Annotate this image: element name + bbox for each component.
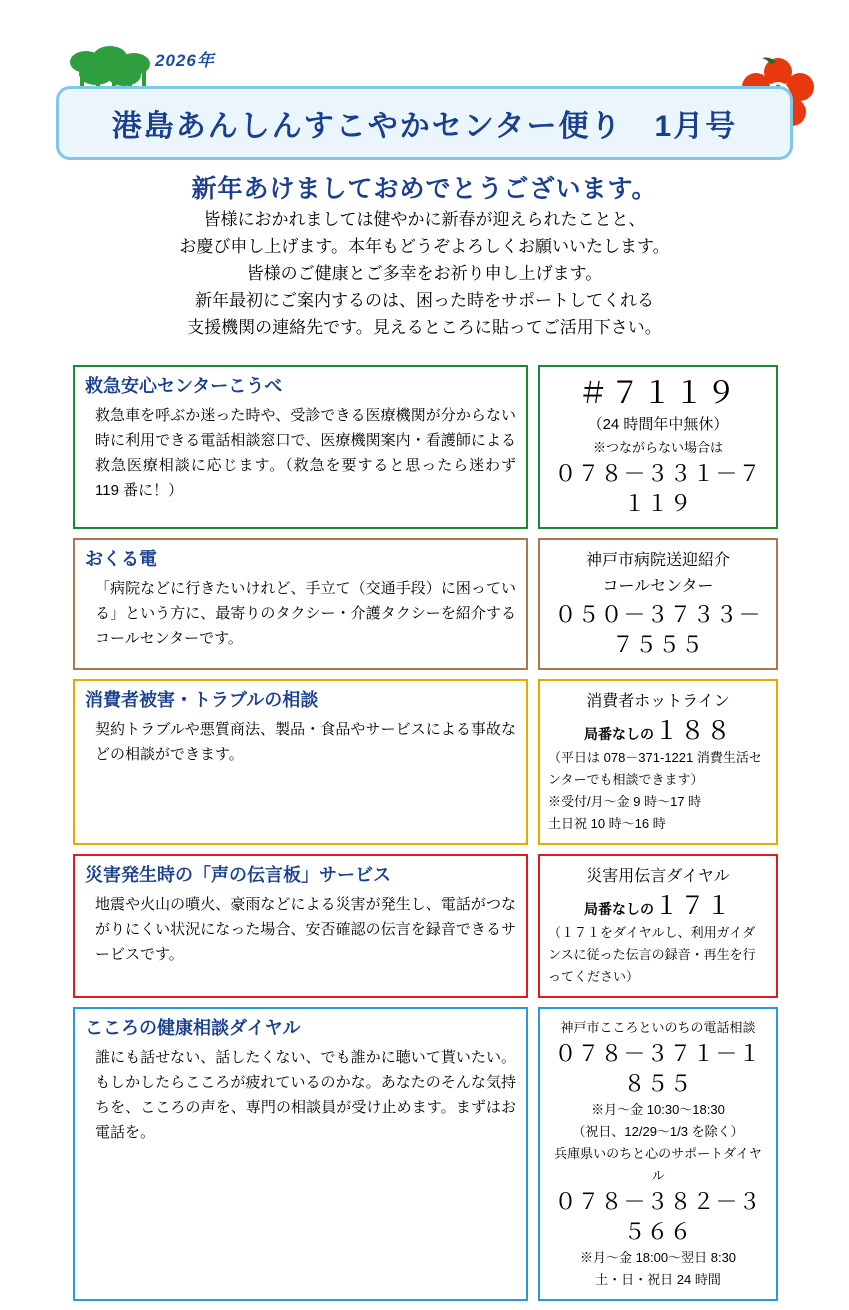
contact-number-cell (538, 1007, 778, 1301)
greeting-line: 皆様におかれましては健やかに新春が迎えられたことと、 (203, 210, 646, 229)
contact-title: 救急安心センターこうべ (85, 376, 283, 396)
contact-prefix: 局番なしの (583, 726, 654, 742)
contact-description-cell (73, 538, 528, 670)
contact-note: （平日は 078－371-1221 消費生活センターでも相談できます） (548, 750, 762, 787)
contact-title: おくる電 (85, 549, 157, 569)
contact-description-cell (73, 365, 528, 529)
contact-phone-group (548, 715, 768, 747)
contact-row (73, 1007, 778, 1301)
contact-note: ※つながらない場合は (592, 440, 723, 455)
contact-row (73, 365, 778, 529)
greeting-line: お慶び申し上げます。本年もどうぞよろしくお願いいたします。 (179, 237, 670, 256)
greeting-headline: 新年あけましておめでとうございます。 (191, 175, 658, 203)
contact-note: （祝日、12/29～1/3 を除く） (572, 1124, 744, 1139)
page-title: 港島あんしんすこやかセンター便り 1月号 (111, 110, 738, 143)
contact-row (73, 854, 778, 998)
contact-note: （24 時間年中無休） (587, 416, 729, 433)
contact-body: 「病院などに行きたいけれど、手立て（交通手段）に困っている」という方に、最寄りのタクシー・介護タクシーを紹介するコールセンターです。 (95, 580, 516, 647)
contact-phone-primary: ＃７１１９ (578, 377, 738, 410)
page-title-bar (56, 86, 793, 160)
contact-body: 救急車を呼ぶか迷った時や、受診できる医療機関が分からない時に利用できる電話相談窓口で、医療機関案内・看護師による救急医療相談に応じます。（救急を要すると思ったら迷わず 119 番に！） (95, 407, 516, 499)
greeting-section (0, 172, 849, 341)
contact-note: ※受付/月～金 9 時～17 時 (548, 794, 702, 809)
greeting-line: 支援機関の連絡先です。見えるところに貼ってご活用下さい。 (187, 318, 662, 337)
contact-phone-primary: ０５０－３７３３－７５５５ (554, 602, 762, 657)
contact-body: 契約トラブルや悪質商法、製品・食品やサービスによる事故などの相談ができます。 (95, 721, 516, 763)
contact-phone-secondary: ０７８－３３１－７１１９ (554, 461, 762, 516)
contact-phone-primary: １７１ (653, 892, 732, 920)
contact-row (73, 679, 778, 845)
contact-note: 土日祝 10 時～16 時 (548, 816, 666, 831)
contact-prefix: 局番なしの (583, 901, 654, 917)
greeting-line: 新年最初にご案内するのは、困った時をサポートしてくれる (195, 291, 654, 310)
contact-note: ※月～金 18:00～翌日 8:30 (579, 1250, 737, 1265)
contact-number-cell (538, 854, 778, 998)
contact-body: 誰にも話せない、話したくない、でも誰かに聴いて貰いたい。もしかしたらこころが疲れているのかな。あなたのそんな気持ちを、こころの声を、専門の相談員が受け止めます。まずはお電話を。 (95, 1049, 516, 1141)
contact-description-cell (73, 854, 528, 998)
contact-org-line: 神戸市病院送迎紹介 (585, 552, 730, 569)
contact-description-cell (73, 1007, 528, 1301)
contact-row (73, 538, 778, 670)
contact-number-cell (538, 538, 778, 670)
contact-note: 土・日・祝日 24 時間 (595, 1272, 721, 1287)
contact-phone-secondary: ０７８－３８２－３５６６ (554, 1189, 762, 1244)
contact-phone-primary: ０７８－３７１－１８５５ (554, 1041, 762, 1096)
contact-body: 地震や火山の噴火、豪雨などによる災害が発生し、電話がつながりにくい状況になった場合、安否確認の伝言を録音できるサービスです。 (95, 896, 516, 963)
contact-title: こころの健康相談ダイヤル (85, 1018, 301, 1038)
contact-description-cell (73, 679, 528, 845)
contact-number-cell (538, 365, 778, 529)
contact-org-line: コールセンター (602, 578, 714, 595)
contact-phone-group (548, 890, 768, 922)
contact-title: 災害発生時の「声の伝言板」サービス (85, 865, 391, 885)
contact-org-line: 消費者ホットライン (586, 693, 730, 710)
contact-org-line: 災害用伝言ダイヤル (586, 868, 730, 885)
contact-number-cell (538, 679, 778, 845)
contact-org-line: 神戸市こころといのちの電話相談 (560, 1020, 756, 1035)
contact-note: ※月～金 10:30～18:30 (591, 1102, 725, 1117)
contact-phone-primary: １８８ (653, 717, 732, 745)
greeting-line: 皆様のご健康とご多幸をお祈り申し上げます。 (246, 264, 603, 283)
contact-note: （１７１をダイヤルし、利用ガイダンスに従った伝言の録音・再生を行ってください） (548, 925, 756, 984)
contact-list (73, 365, 778, 1310)
year-label: 2026年 (155, 51, 215, 70)
contact-title: 消費者被害・トラブルの相談 (85, 690, 319, 710)
contact-org-line: 兵庫県いのちと心のサポートダイヤル (554, 1146, 762, 1183)
